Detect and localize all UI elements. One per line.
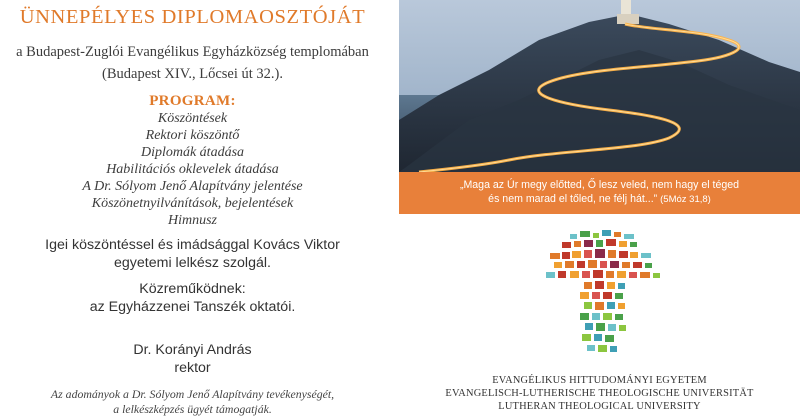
invitation-title: ÜNNEPÉLYES DIPLOMAOSZTÓJÁT [19, 6, 366, 28]
service-line: Igei köszöntéssel és imádsággal Kovács Viktor [45, 237, 340, 253]
university-name-hu: EVANGÉLIKUS HITTUDOMÁNYI EGYETEM [492, 375, 707, 386]
program-heading: PROGRAM: [149, 93, 236, 109]
footnote-line: Az adományok a Dr. Sólyom Jenő Alapítvány tevékenységét, [50, 387, 335, 401]
address-line: (Budapest XIV., Lőcsei út 32.). [102, 66, 283, 82]
bible-quote [399, 178, 800, 207]
service-line: egyetemi lelkész szolgál. [114, 255, 271, 271]
lighthouse-road-photo [399, 0, 800, 172]
location-line: a Budapest-Zuglói Evangélikus Egyházközség templomában [16, 44, 369, 60]
quote-line-2 [399, 192, 800, 207]
footnote-line: a lelkészképzés ügyét támogatják. [113, 402, 272, 416]
participants-line: az Egyházzenei Tanszék oktatói. [89, 299, 296, 315]
university-name-en: LUTHERAN THEOLOGICAL UNIVERSITY [498, 401, 701, 412]
mosaic-cross-logo-icon [540, 228, 670, 358]
signatory-role: rektor [174, 360, 211, 376]
program-item: A Dr. Sólyom Jenő Alapítvány jelentése [82, 179, 303, 194]
university-name-de: EVANGELISCH-LUTHERISCHE THEOLOGISCHE UNIVERSITÄT [445, 388, 754, 399]
program-item: Diplomák átadása [140, 145, 245, 160]
invitation-panel [0, 0, 385, 414]
participants-heading: Közreműködnek: [139, 281, 246, 297]
quote-reference: (5Móz 31,8) [660, 194, 711, 205]
signatory-name: Dr. Korányi András [133, 342, 252, 358]
program-item: Himnusz [167, 213, 217, 228]
quote-line: és nem marad el tőled, ne félj hát...” [488, 193, 658, 205]
program-item: Rektori köszöntő [145, 128, 240, 143]
quote-line: „Maga az Úr megy előtted, Ő lesz veled, nem hagy el téged [459, 179, 740, 191]
program-item: Köszöntések [157, 111, 228, 126]
program-item: Köszönetnyilvánítások, bejelentések [91, 196, 294, 211]
program-item: Habilitációs oklevelek átadása [106, 162, 279, 177]
